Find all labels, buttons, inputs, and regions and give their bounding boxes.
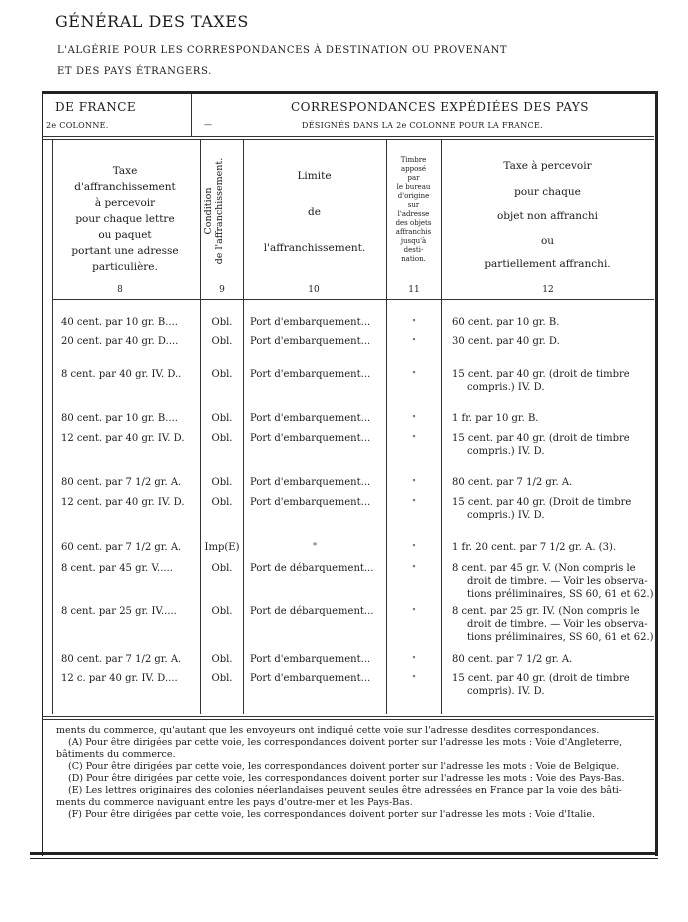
note-a: (A) Pour être dirigées par cette voie, les correspondances doivent porter sur l'adresse les mots : Voie d'Angleterre, (68, 737, 623, 748)
row-timbre: " (412, 434, 416, 443)
row-taxe-non-affranchi (452, 562, 654, 601)
row-taxe-non-affranchi-line: compris.) IV. D. (467, 446, 545, 457)
row-condition: Obl. (211, 413, 233, 424)
row-taxe-non-affranchi-line: 1 fr. 20 cent. par 7 1/2 gr. A. (3). (452, 542, 617, 553)
row-limite: Port d'embarquement... (250, 654, 371, 665)
row-taxe-non-affranchi-line: droit de timbre. — Voir les observa- (467, 619, 648, 630)
col-line-9 (200, 140, 201, 714)
row-timbre: " (412, 370, 416, 379)
row-taxe: 12 c. par 40 gr. IV. D.... (61, 673, 178, 684)
row-condition: Obl. (211, 477, 233, 488)
header-rule-2 (42, 139, 654, 140)
row-condition: Obl. (211, 497, 233, 508)
row-taxe-non-affranchi-line: droit de timbre. — Voir les observa- (467, 576, 648, 587)
row-limite: Port d'embarquement... (250, 477, 371, 488)
note-e: (E) Les lettres originaires des colonies néerlandaises peuvent seules être adressées en France par la voie des bâti- (68, 785, 623, 796)
note-line: ments du commerce, qu'autant que les envoyeurs ont indiqué cette voie sur l'adresse desdites correspondances. (56, 725, 600, 736)
note-line: bâtiments du commerce. (56, 749, 176, 760)
col12-header: Taxe à percevoir pour chaque objet non affranchi ou partiellement affranchi. (484, 160, 611, 270)
row-limite: Port d'embarquement... (250, 369, 371, 380)
header-divider (191, 94, 192, 136)
row-timbre: " (412, 478, 416, 487)
col-line-left (52, 140, 53, 714)
row-condition: Obl. (211, 563, 233, 574)
row-taxe-non-affranchi-line: 1 fr. par 10 gr. B. (452, 413, 539, 424)
row-taxe: 8 cent. par 25 gr. IV..... (61, 606, 177, 617)
row-timbre: " (412, 674, 416, 683)
row-taxe-non-affranchi-line: compris.) IV. D. (467, 510, 545, 521)
row-taxe-non-affranchi (452, 605, 654, 644)
bottom-rule (30, 852, 658, 855)
row-taxe-non-affranchi-line: 15 cent. par 40 gr. (droit de timbre (452, 433, 630, 444)
note-c: (C) Pour être dirigées par cette voie, les correspondances doivent porter sur l'adresse les mots : Voie de Belgique. (68, 761, 620, 772)
row-limite: Port d'embarquement... (250, 433, 371, 444)
row-condition: Obl. (211, 369, 233, 380)
row-limite: Port d'embarquement... (250, 673, 371, 684)
row-taxe-non-affranchi-line: compris.) IV. D. (467, 382, 545, 393)
row-taxe-non-affranchi-line: 8 cent. par 25 gr. IV. (Non compris le (452, 606, 640, 617)
note-line: ments du commerce naviguant entre les pays d'outre-mer et les Pays-Bas. (56, 797, 413, 808)
header-right-title: CORRESPONDANCES EXPÉDIÉES DES PAYS (291, 100, 590, 114)
row-condition: Obl. (211, 433, 233, 444)
row-taxe-non-affranchi-line: 8 cent. par 45 gr. V. (Non compris le (452, 563, 636, 574)
row-condition: Obl. (211, 317, 233, 328)
row-taxe-non-affranchi-line: 80 cent. par 7 1/2 gr. A. (452, 654, 573, 665)
row-taxe-non-affranchi (452, 368, 630, 394)
row-condition: Imp(E) (204, 542, 240, 553)
body-bottom-rule-2 (42, 719, 654, 720)
row-taxe: 80 cent. par 10 gr. B.... (61, 413, 178, 424)
row-condition: Obl. (211, 673, 233, 684)
header-left-sub: 2e COLONNE. (46, 121, 109, 130)
row-taxe: 80 cent. par 7 1/2 gr. A. (61, 654, 182, 665)
row-limite: Port d'embarquement... (250, 497, 371, 508)
row-limite: Port d'embarquement... (250, 413, 371, 424)
row-condition: Obl. (211, 606, 233, 617)
row-taxe: 12 cent. par 40 gr. IV. D. (61, 497, 185, 508)
row-taxe-non-affranchi (452, 316, 559, 329)
row-taxe-non-affranchi-line: 15 cent. par 40 gr. (droit de timbre (452, 369, 630, 380)
subtitle-line-2: ET DES PAYS ÉTRANGERS. (57, 66, 212, 77)
row-taxe-non-affranchi-line: 60 cent. par 10 gr. B. (452, 317, 560, 328)
columns-header-rule (52, 299, 654, 300)
subtitle-line-1: L'ALGÉRIE POUR LES CORRESPONDANCES À DESTINATION OU PROVENANT (57, 45, 508, 56)
col8-header: Taxe d'affranchissement à percevoir pour chaque lettre ou paquet portant une adresse particulière. (71, 165, 179, 273)
col-number-11: 11 (408, 285, 420, 295)
row-taxe: 8 cent. par 40 gr. IV. D.. (61, 369, 182, 380)
row-taxe: 60 cent. par 7 1/2 gr. A. (61, 542, 182, 553)
row-timbre: " (412, 543, 416, 552)
row-timbre: " (412, 498, 416, 507)
row-taxe-non-affranchi (452, 541, 616, 554)
col11-header: Timbre apposé par le bureau d'origine sur l'adresse des objets affranchis jusqu'à desti- nation. (395, 156, 432, 263)
col-number-8: 8 (117, 285, 123, 295)
row-limite: Port de débarquement... (250, 563, 374, 574)
row-timbre: " (412, 564, 416, 573)
bottom-rule-thin (30, 858, 658, 859)
row-limite: Port d'embarquement... (250, 336, 371, 347)
header-left-title: DE FRANCE (55, 100, 137, 114)
row-limite: Port d'embarquement... (250, 317, 371, 328)
row-timbre: " (412, 607, 416, 616)
row-limite: Port de débarquement... (250, 606, 374, 617)
header-rule (42, 136, 654, 137)
note-d: (D) Pour être dirigées par cette voie, les correspondances doivent porter sur l'adresse les mots : Voie des Pays-Bas. (68, 773, 625, 784)
row-taxe-non-affranchi (452, 412, 538, 425)
row-condition: Obl. (211, 336, 233, 347)
row-taxe-non-affranchi (452, 496, 631, 522)
row-taxe-non-affranchi (452, 476, 572, 489)
header-right-sub: DÉSIGNÉS DANS LA 2e COLONNE POUR LA FRANCE. (302, 121, 543, 130)
row-taxe: 8 cent. par 45 gr. V..... (61, 563, 173, 574)
body-bottom-rule (42, 716, 654, 717)
row-taxe-non-affranchi (452, 432, 630, 458)
row-taxe-non-affranchi-line: 30 cent. par 40 gr. D. (452, 336, 560, 347)
row-taxe: 80 cent. par 7 1/2 gr. A. (61, 477, 182, 488)
row-condition: Obl. (211, 654, 233, 665)
col10-header: Limite de l'affranchissement. (263, 170, 366, 254)
header-right-dash: — (204, 120, 213, 129)
row-timbre: " (412, 655, 416, 664)
col-number-10: 10 (308, 285, 320, 295)
footnotes (56, 725, 652, 821)
row-taxe: 20 cent. par 40 gr. D.... (61, 336, 179, 347)
row-taxe: 12 cent. par 40 gr. IV. D. (61, 433, 185, 444)
row-taxe-non-affranchi-line: compris). IV. D. (467, 686, 545, 697)
col-number-9: 9 (219, 285, 225, 295)
row-taxe-non-affranchi-line: tions préliminaires, SS 60, 61 et 62.) (467, 632, 654, 643)
row-limite: " (312, 542, 318, 553)
row-taxe-non-affranchi-line: 15 cent. par 40 gr. (Droit de timbre (452, 497, 632, 508)
row-timbre: " (412, 414, 416, 423)
row-taxe-non-affranchi-line: 80 cent. par 7 1/2 gr. A. (452, 477, 573, 488)
row-taxe-non-affranchi (452, 335, 560, 348)
row-taxe-non-affranchi-line: 15 cent. par 40 gr. (droit de timbre (452, 673, 630, 684)
row-timbre: " (412, 337, 416, 346)
note-f: (F) Pour être dirigées par cette voie, les correspondances doivent porter sur l'adresse les mots : Voie d'Italie. (68, 809, 595, 820)
page-title: GÉNÉRAL DES TAXES (55, 12, 249, 31)
row-timbre: " (412, 318, 416, 327)
row-taxe-non-affranchi (452, 672, 630, 698)
row-taxe: 40 cent. par 10 gr. B.... (61, 317, 178, 328)
row-taxe-non-affranchi (452, 653, 572, 666)
row-taxe-non-affranchi-line: tions préliminaires, SS 60, 61 et 62.) (467, 589, 654, 600)
col9-header: Condition de l'affranchissement. (203, 157, 225, 265)
col-number-12: 12 (542, 285, 554, 295)
